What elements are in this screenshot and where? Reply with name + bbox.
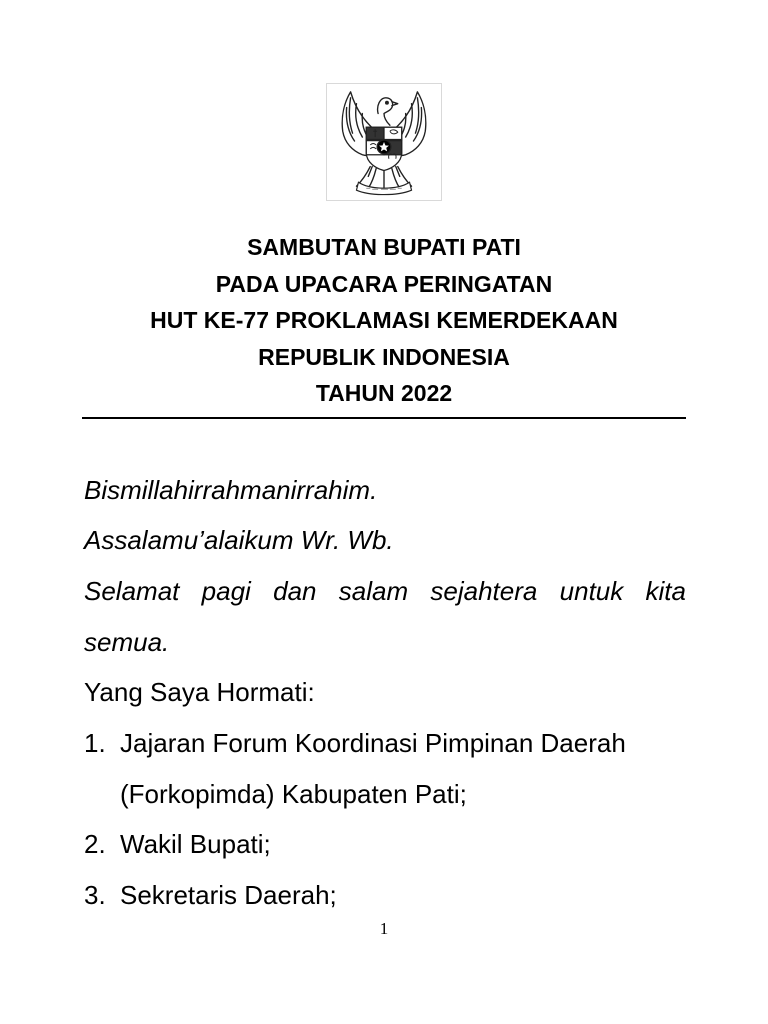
garuda-pancasila-emblem-icon bbox=[327, 84, 441, 200]
list-item bbox=[84, 870, 686, 921]
title-line: TAHUN 2022 bbox=[315, 380, 453, 406]
title-line: REPUBLIK INDONESIA bbox=[258, 343, 510, 370]
list-item-text: Sekretaris Daerah; bbox=[120, 879, 337, 910]
greeting-bismillah: Bismillahirrahmanirrahim. bbox=[84, 475, 378, 505]
list-item-text: Jajaran Forum Koordinasi Pimpinan Daerah (Forkopimda) Kabupaten Pati; bbox=[120, 728, 626, 809]
addressee-list bbox=[84, 718, 686, 920]
list-item-text: Wakil Bupati; bbox=[120, 829, 271, 859]
list-item-number: 2. bbox=[84, 829, 106, 859]
list-item-number: 1. bbox=[84, 728, 106, 758]
page-number: 1 bbox=[379, 919, 389, 938]
greeting-good-morning-line-1: Selamat pagi dan salam sejahtera untuk kita bbox=[84, 576, 686, 606]
title-line: SAMBUTAN BUPATI PATI bbox=[247, 234, 521, 260]
document-title bbox=[0, 229, 768, 412]
emblem-frame bbox=[326, 83, 442, 201]
addressee-heading: Yang Saya Hormati: bbox=[84, 677, 315, 707]
title-divider bbox=[82, 417, 686, 419]
list-item bbox=[84, 718, 686, 819]
list-item bbox=[84, 819, 686, 870]
list-item-number: 3. bbox=[84, 879, 106, 910]
greeting-salam: Assalamu’alaikum Wr. Wb. bbox=[84, 525, 394, 555]
greeting-good-morning-line-2: semua. bbox=[84, 627, 170, 657]
greeting-good-morning bbox=[84, 567, 686, 666]
title-line: HUT KE-77 PROKLAMASI KEMERDEKAAN bbox=[150, 307, 618, 333]
title-line: PADA UPACARA PERINGATAN bbox=[215, 270, 553, 297]
